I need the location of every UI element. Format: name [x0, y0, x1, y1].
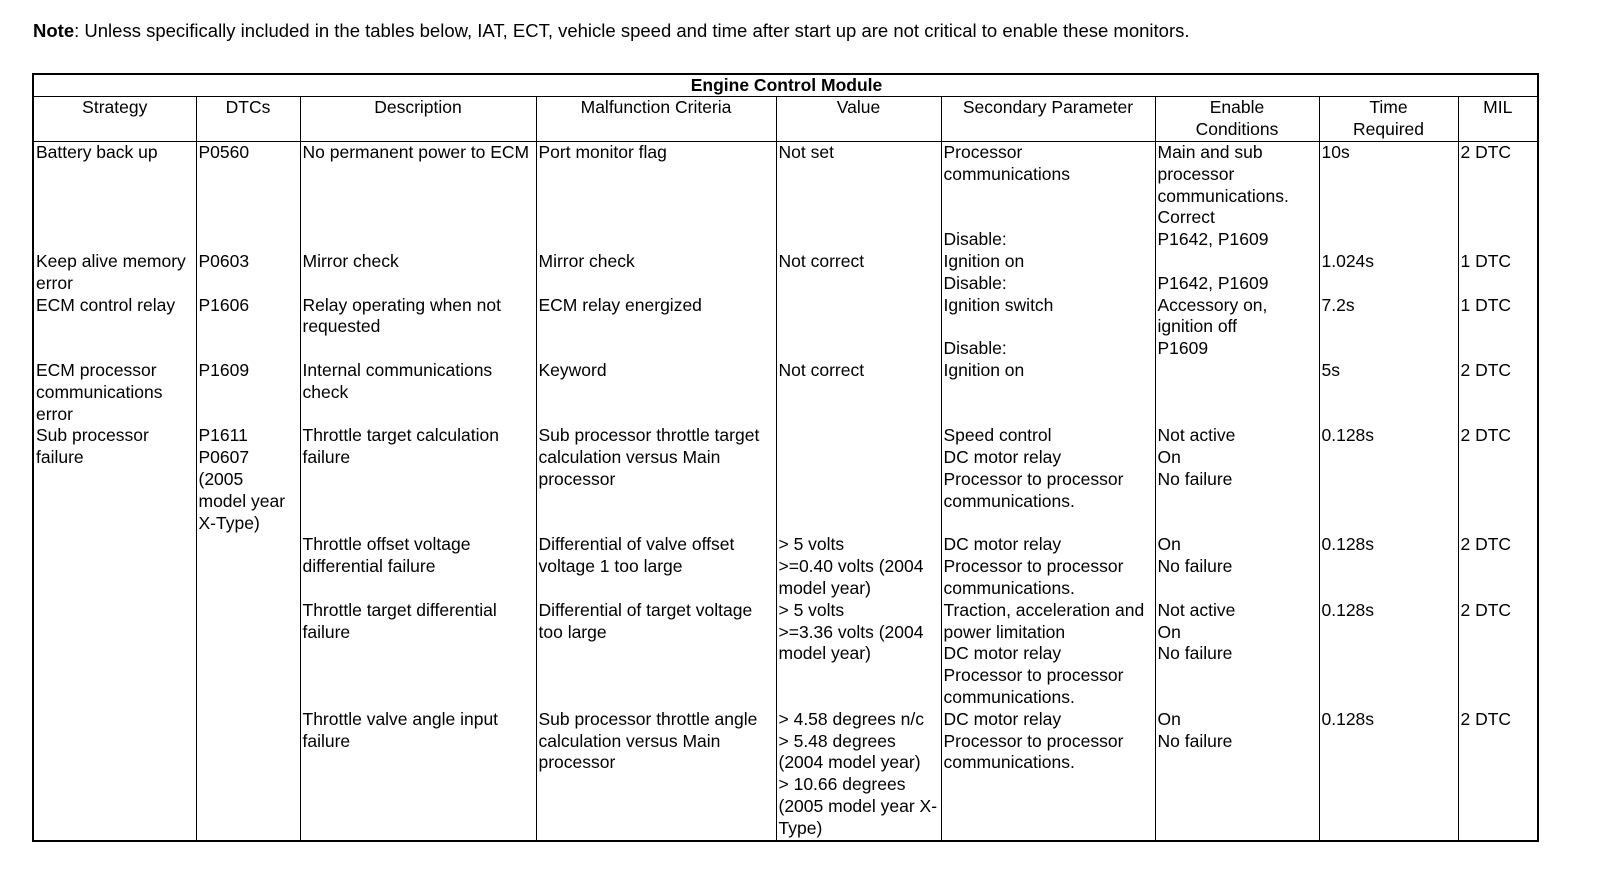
cell-enable: Accessory on, ignition off P1609 — [1155, 295, 1319, 360]
cell-time: 5s — [1319, 360, 1458, 425]
cell-mil: 2 DTC — [1458, 709, 1538, 841]
table-row — [33, 534, 1538, 599]
header-strategy: Strategy — [33, 97, 196, 142]
cell-dtcs: P1609 — [196, 360, 300, 425]
cell-time: 0.128s — [1319, 534, 1458, 599]
cell-enable: Not active On No failure — [1155, 425, 1319, 534]
cell-value: Not correct — [776, 251, 941, 295]
note-text: : Unless specifically included in the tables below, IAT, ECT, vehicle speed and time after start up are not critical to enable these monitors. — [74, 20, 1190, 41]
cell-strategy: ECM control relay — [33, 295, 196, 360]
cell-strategy: Sub processor failure — [33, 425, 196, 534]
table-row — [33, 251, 1538, 295]
cell-mil: 1 DTC — [1458, 295, 1538, 360]
cell-dtcs — [196, 709, 300, 841]
cell-value — [776, 295, 941, 360]
cell-secondary: Ignition on Disable: — [941, 251, 1155, 295]
cell-secondary: DC motor relay Processor to processor communications. — [941, 709, 1155, 841]
cell-secondary: Ignition switch Disable: — [941, 295, 1155, 360]
note-label: Note — [33, 20, 75, 41]
cell-value: > 5 volts >=3.36 volts (2004 model year) — [776, 600, 941, 709]
cell-time: 0.128s — [1319, 600, 1458, 709]
cell-malfunction: ECM relay energized — [536, 295, 776, 360]
cell-dtcs: P0603 — [196, 251, 300, 295]
header-time-required: Time Required — [1319, 97, 1458, 142]
cell-enable: On No failure — [1155, 709, 1319, 841]
cell-secondary: Processor communications Disable: — [941, 142, 1155, 251]
cell-dtcs — [196, 600, 300, 709]
cell-enable: Main and sub processor communications. Correct P1642, P1609 — [1155, 142, 1319, 251]
cell-description: Internal communications check — [300, 360, 536, 425]
cell-strategy — [33, 600, 196, 709]
cell-enable: On No failure — [1155, 534, 1319, 599]
cell-malfunction: Differential of target voltage too large — [536, 600, 776, 709]
cell-enable: P1642, P1609 — [1155, 251, 1319, 295]
cell-description: Throttle target calculation failure — [300, 425, 536, 534]
cell-time: 7.2s — [1319, 295, 1458, 360]
cell-malfunction: Mirror check — [536, 251, 776, 295]
cell-value: Not correct — [776, 360, 941, 425]
cell-mil: 2 DTC — [1458, 600, 1538, 709]
cell-description: Throttle target differential failure — [300, 600, 536, 709]
header-enable-conditions: Enable Conditions — [1155, 97, 1319, 142]
cell-dtcs: P0560 — [196, 142, 300, 251]
cell-strategy: Battery back up — [33, 142, 196, 251]
table-row — [33, 295, 1538, 360]
header-dtcs: DTCs — [196, 97, 300, 142]
cell-value — [776, 425, 941, 534]
cell-secondary: DC motor relay Processor to processor communications. — [941, 534, 1155, 599]
cell-description: Throttle offset voltage differential failure — [300, 534, 536, 599]
cell-description: No permanent power to ECM — [300, 142, 536, 251]
cell-secondary: Speed control DC motor relay Processor to processor communications. — [941, 425, 1155, 534]
table-title: Engine Control Module — [33, 74, 1538, 97]
header-description: Description — [300, 97, 536, 142]
table-row — [33, 360, 1538, 425]
table-row — [33, 600, 1538, 709]
cell-dtcs: P1611 P0607 (2005 model year X-Type) — [196, 425, 300, 534]
cell-mil: 2 DTC — [1458, 534, 1538, 599]
cell-strategy — [33, 709, 196, 841]
cell-mil: 1 DTC — [1458, 251, 1538, 295]
header-mil: MIL — [1458, 97, 1538, 142]
cell-malfunction: Differential of valve offset voltage 1 too large — [536, 534, 776, 599]
cell-secondary: Ignition on — [941, 360, 1155, 425]
cell-time: 1.024s — [1319, 251, 1458, 295]
cell-dtcs: P1606 — [196, 295, 300, 360]
header-malfunction-criteria: Malfunction Criteria — [536, 97, 776, 142]
note — [33, 20, 1190, 42]
cell-mil: 2 DTC — [1458, 142, 1538, 251]
cell-malfunction: Sub processor throttle target calculation versus Main processor — [536, 425, 776, 534]
cell-enable — [1155, 360, 1319, 425]
engine-control-module-table — [32, 73, 1539, 842]
table-row — [33, 709, 1538, 841]
header-secondary-parameter: Secondary Parameter — [941, 97, 1155, 142]
cell-description: Throttle valve angle input failure — [300, 709, 536, 841]
cell-malfunction: Port monitor flag — [536, 142, 776, 251]
cell-mil: 2 DTC — [1458, 425, 1538, 534]
cell-description: Relay operating when not requested — [300, 295, 536, 360]
header-value: Value — [776, 97, 941, 142]
cell-strategy: Keep alive memory error — [33, 251, 196, 295]
cell-mil: 2 DTC — [1458, 360, 1538, 425]
cell-malfunction: Keyword — [536, 360, 776, 425]
cell-time: 10s — [1319, 142, 1458, 251]
cell-value: > 4.58 degrees n/c > 5.48 degrees (2004 model year) > 10.66 degrees (2005 model year X-Type) — [776, 709, 941, 841]
header-row — [33, 97, 1538, 142]
cell-time: 0.128s — [1319, 709, 1458, 841]
cell-strategy — [33, 534, 196, 599]
cell-value: > 5 volts >=0.40 volts (2004 model year) — [776, 534, 941, 599]
cell-malfunction: Sub processor throttle angle calculation versus Main processor — [536, 709, 776, 841]
cell-secondary: Traction, acceleration and power limitation DC motor relay Processor to processor communications. — [941, 600, 1155, 709]
table-row — [33, 142, 1538, 251]
cell-strategy: ECM processor communications error — [33, 360, 196, 425]
cell-value: Not set — [776, 142, 941, 251]
cell-dtcs — [196, 534, 300, 599]
cell-time: 0.128s — [1319, 425, 1458, 534]
table-row — [33, 425, 1538, 534]
cell-description: Mirror check — [300, 251, 536, 295]
cell-enable: Not active On No failure — [1155, 600, 1319, 709]
